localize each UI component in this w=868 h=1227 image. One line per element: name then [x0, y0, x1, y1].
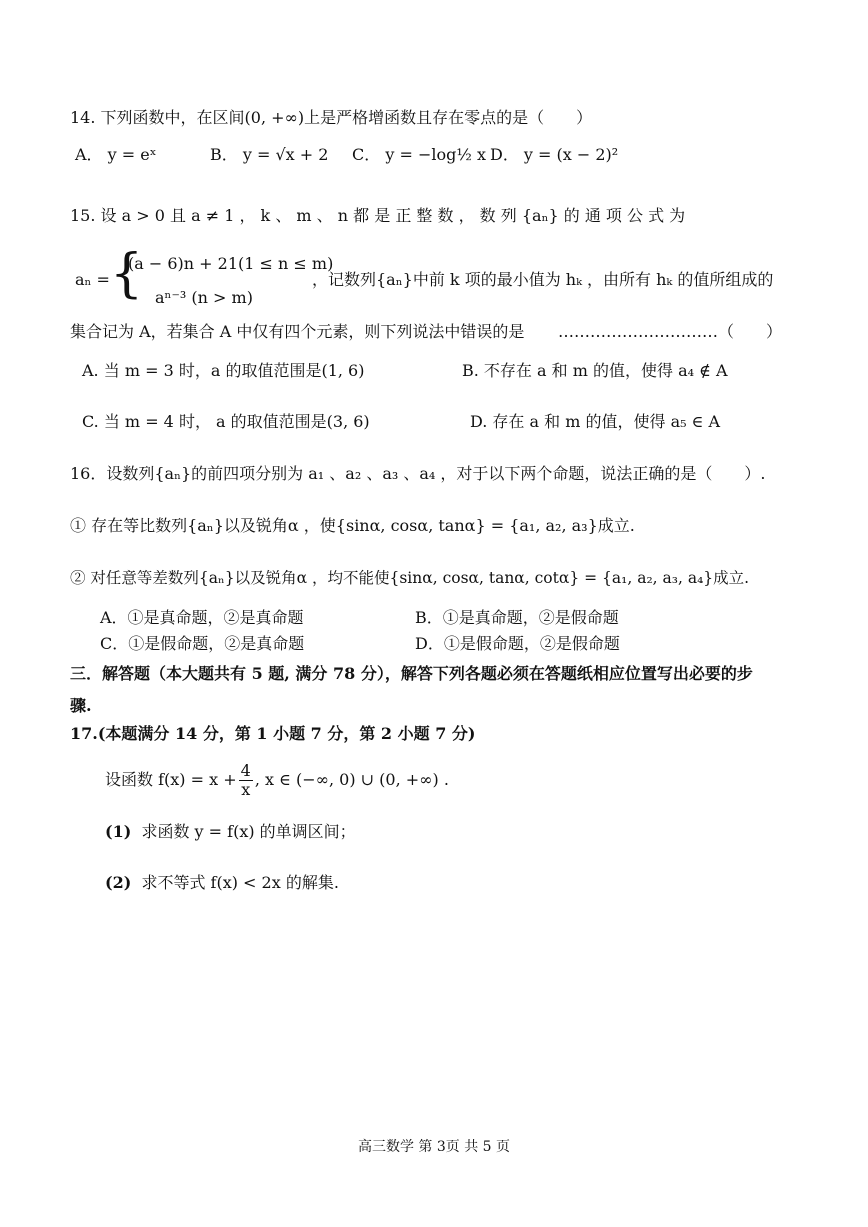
q16-option-d: D．①是假命题，②是假命题	[415, 634, 620, 653]
q17-part1-label: (1)	[105, 822, 132, 841]
q15-line2-tail: ，记数列{aₙ}中前 k 项的最小值为 hₖ ，由所有 hₖ 的值所组成的	[312, 270, 774, 289]
q17-definition	[105, 760, 449, 800]
q16-option-c: C．①是假命题，②是真命题	[100, 634, 305, 653]
q17-part2-label: (2)	[105, 873, 132, 892]
q15-option-d: D. 存在 a 和 m 的值，使得 a₅ ∈ A	[470, 412, 721, 431]
q14-option-d: D． y = (x − 2)²	[490, 145, 619, 164]
q15-case2: aⁿ⁻³ (n > m)	[155, 288, 253, 307]
q16-option-b: B．①是真命题，②是假命题	[415, 608, 619, 627]
page-footer: 高三数学 第 3页 共 5 页	[357, 1139, 511, 1155]
q15-an-label: aₙ =	[75, 270, 110, 289]
q17-part2	[105, 873, 339, 893]
q17-frac-num: 4	[240, 761, 251, 780]
q16-stem: 16．设数列{aₙ}的前四项分别为 a₁ 、a₂ 、a₃ 、a₄ ，对于以下两个命题，说法正确的是（ ）.	[70, 464, 766, 483]
q17-part1-text: 求函数 y = f(x) 的单调区间；	[141, 822, 356, 841]
q16-option-a: A．①是真命题，②是真命题	[100, 608, 304, 627]
q15-case1: (a − 6)n + 21(1 ≤ n ≤ m)	[128, 254, 334, 273]
q15-option-b: B. 不存在 a 和 m 的值，使得 a₄ ∉ A	[462, 361, 728, 380]
piecewise-brace-icon: {	[110, 244, 144, 304]
q15-line1: 15. 设 a > 0 且 a ≠ 1 ， k 、 m 、 n 都 是 正 整 数 ， 数 列 {aₙ} 的 通 项 公 式 为	[70, 206, 686, 225]
q15-dots: …………………………（ ）	[558, 322, 783, 341]
q17-fraction	[239, 762, 253, 799]
section3-heading-cont: 骤.	[70, 696, 92, 715]
q15-option-c: C. 当 m = 4 时， a 的取值范围是(3, 6)	[82, 412, 370, 431]
q15-line3: 集合记为 A，若集合 A 中仅有四个元素，则下列说法中错误的是	[70, 322, 525, 341]
q14-option-a: A． y = eˣ	[75, 145, 157, 164]
section3-heading: 三．解答题（本大题共有 5 题, 满分 78 分），解答下列各题必须在答题纸相应位置写出必要的步	[70, 664, 753, 683]
q16-proposition-1: ① 存在等比数列{aₙ}以及锐角α ，使{sinα, cosα, tanα} = {a₁, a₂, a₃}成立.	[70, 516, 635, 535]
q15-option-a: A. 当 m = 3 时，a 的取值范围是(1, 6)	[82, 361, 365, 380]
q17-part2-text: 求不等式 f(x) < 2x 的解集.	[141, 873, 339, 892]
q14-option-c: C． y = −log½ x	[352, 145, 486, 164]
q17-def-prefix: 设函数 f(x) = x +	[105, 770, 237, 789]
q16-proposition-2: ② 对任意等差数列{aₙ}以及锐角α ，均不能使{sinα, cosα, tanα, cotα} = {a₁, a₂, a₃, a₄}成立.	[70, 569, 750, 587]
q17-def-suffix: , x ∈ (−∞, 0) ∪ (0, +∞) .	[254, 770, 449, 789]
q17-frac-den: x	[241, 780, 251, 799]
q14-option-b: B． y = √x + 2	[210, 145, 329, 164]
q17-part1	[105, 822, 356, 842]
q17-header: 17.(本题满分 14 分，第 1 小题 7 分，第 2 小题 7 分)	[70, 724, 476, 743]
q14-stem: 14. 下列函数中，在区间(0, +∞)上是严格增函数且存在零点的是（ ）	[70, 108, 593, 127]
